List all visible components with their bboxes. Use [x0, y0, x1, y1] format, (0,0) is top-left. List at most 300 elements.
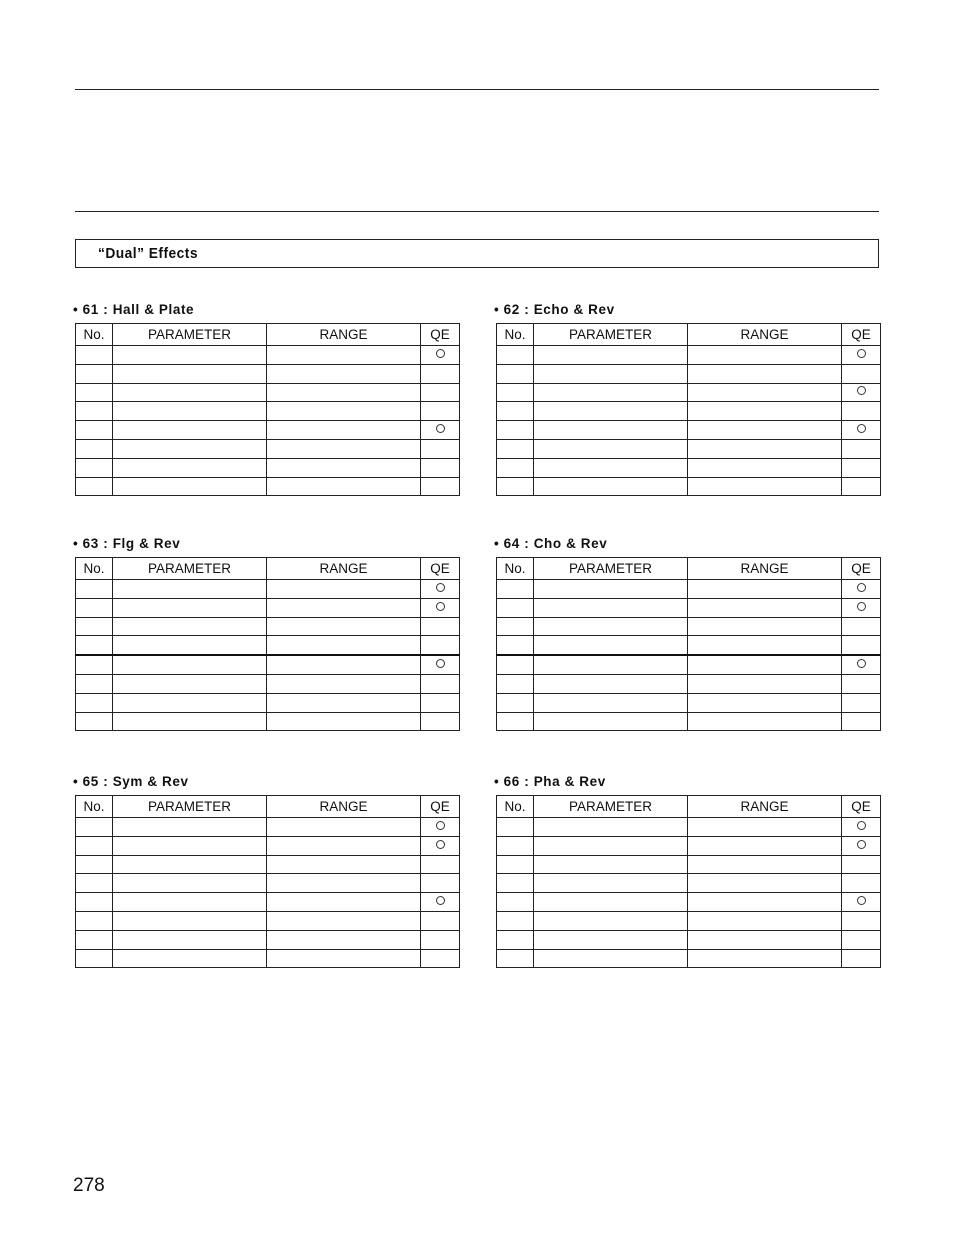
cell-no	[76, 346, 113, 365]
cell-qe	[842, 655, 881, 674]
col-header-range: RANGE	[267, 324, 421, 346]
col-header-parameter: PARAMETER	[113, 324, 267, 346]
parameter-table	[496, 795, 881, 968]
cell-no	[497, 836, 534, 855]
table-row	[497, 364, 881, 383]
cell-no	[497, 421, 534, 440]
qe-circle-icon	[857, 659, 866, 668]
cell-no	[497, 712, 534, 731]
cell-qe	[421, 930, 460, 949]
cell-range	[688, 617, 842, 636]
cell-parameter	[534, 421, 688, 440]
table-row	[497, 911, 881, 930]
cell-no	[76, 712, 113, 731]
cell-qe	[842, 364, 881, 383]
cell-qe	[842, 674, 881, 693]
table-row	[76, 874, 460, 893]
cell-range	[267, 402, 421, 421]
cell-parameter	[534, 580, 688, 599]
table-row	[76, 949, 460, 968]
qe-circle-icon	[857, 386, 866, 395]
cell-qe	[421, 346, 460, 365]
cell-range	[688, 693, 842, 712]
cell-parameter	[113, 911, 267, 930]
cell-qe	[842, 930, 881, 949]
table-row	[497, 421, 881, 440]
cell-qe	[421, 893, 460, 912]
cell-parameter	[113, 346, 267, 365]
cell-range	[688, 712, 842, 731]
cell-no	[76, 636, 113, 655]
cell-qe	[842, 855, 881, 874]
table-row	[497, 893, 881, 912]
col-header-range: RANGE	[688, 324, 842, 346]
cell-no	[497, 930, 534, 949]
effect-table-63	[75, 536, 459, 731]
section-title: “Dual” Effects	[98, 245, 199, 262]
cell-parameter	[534, 477, 688, 496]
cell-parameter	[534, 836, 688, 855]
cell-range	[688, 855, 842, 874]
qe-circle-icon	[857, 840, 866, 849]
col-header-parameter: PARAMETER	[534, 558, 688, 580]
cell-parameter	[534, 930, 688, 949]
cell-no	[76, 421, 113, 440]
table-row	[497, 477, 881, 496]
cell-qe	[421, 655, 460, 674]
qe-circle-icon	[857, 896, 866, 905]
cell-parameter	[534, 383, 688, 402]
cell-no	[76, 383, 113, 402]
cell-no	[76, 674, 113, 693]
col-header-qe: QE	[421, 324, 460, 346]
effect-table-61	[75, 302, 459, 496]
cell-parameter	[534, 402, 688, 421]
table-row	[497, 636, 881, 655]
cell-no	[76, 855, 113, 874]
parameter-table	[75, 557, 460, 731]
cell-range	[688, 655, 842, 674]
cell-qe	[421, 712, 460, 731]
cell-qe	[842, 421, 881, 440]
table-row	[76, 636, 460, 655]
table-row	[497, 617, 881, 636]
table-row	[497, 598, 881, 617]
qe-circle-icon	[857, 602, 866, 611]
table-row	[497, 693, 881, 712]
cell-qe	[842, 598, 881, 617]
cell-range	[267, 893, 421, 912]
table-row	[76, 693, 460, 712]
table-row	[76, 712, 460, 731]
cell-no	[76, 477, 113, 496]
cell-qe	[421, 402, 460, 421]
col-header-no: No.	[76, 796, 113, 818]
qe-circle-icon	[436, 349, 445, 358]
qe-circle-icon	[857, 349, 866, 358]
cell-no	[497, 655, 534, 674]
col-header-no: No.	[497, 796, 534, 818]
col-header-no: No.	[76, 324, 113, 346]
cell-range	[688, 930, 842, 949]
cell-parameter	[113, 636, 267, 655]
table-row	[497, 346, 881, 365]
cell-parameter	[113, 893, 267, 912]
qe-circle-icon	[436, 424, 445, 433]
col-header-parameter: PARAMETER	[113, 558, 267, 580]
cell-qe	[842, 458, 881, 477]
qe-circle-icon	[436, 659, 445, 668]
col-header-qe: QE	[421, 558, 460, 580]
table-row	[76, 818, 460, 837]
cell-parameter	[113, 364, 267, 383]
table-row	[497, 712, 881, 731]
cell-range	[267, 364, 421, 383]
table-row	[497, 439, 881, 458]
col-header-parameter: PARAMETER	[534, 796, 688, 818]
cell-range	[688, 346, 842, 365]
cell-range	[267, 580, 421, 599]
table-header-row	[76, 796, 460, 818]
cell-parameter	[534, 439, 688, 458]
cell-no	[497, 636, 534, 655]
cell-range	[267, 818, 421, 837]
cell-no	[497, 383, 534, 402]
cell-no	[76, 655, 113, 674]
table-header-row	[76, 324, 460, 346]
cell-no	[497, 439, 534, 458]
table-row	[76, 364, 460, 383]
cell-parameter	[113, 383, 267, 402]
table-row	[497, 930, 881, 949]
cell-qe	[421, 818, 460, 837]
cell-qe	[842, 874, 881, 893]
cell-range	[688, 402, 842, 421]
cell-no	[497, 818, 534, 837]
cell-qe	[421, 949, 460, 968]
cell-range	[688, 580, 842, 599]
table-row	[497, 836, 881, 855]
cell-range	[267, 477, 421, 496]
cell-no	[497, 911, 534, 930]
cell-no	[497, 693, 534, 712]
cell-qe	[842, 949, 881, 968]
cell-no	[497, 874, 534, 893]
col-header-range: RANGE	[267, 558, 421, 580]
table-row	[76, 477, 460, 496]
cell-qe	[421, 458, 460, 477]
cell-qe	[842, 893, 881, 912]
table-row	[76, 617, 460, 636]
cell-range	[688, 874, 842, 893]
col-header-parameter: PARAMETER	[113, 796, 267, 818]
cell-no	[76, 364, 113, 383]
table-row	[76, 421, 460, 440]
cell-parameter	[113, 598, 267, 617]
cell-qe	[421, 580, 460, 599]
cell-qe	[842, 636, 881, 655]
cell-parameter	[534, 674, 688, 693]
cell-range	[267, 346, 421, 365]
cell-qe	[421, 693, 460, 712]
cell-parameter	[534, 693, 688, 712]
col-header-no: No.	[497, 558, 534, 580]
table-row	[76, 655, 460, 674]
col-header-no: No.	[76, 558, 113, 580]
cell-parameter	[113, 439, 267, 458]
cell-parameter	[113, 477, 267, 496]
table-row	[76, 383, 460, 402]
cell-no	[497, 580, 534, 599]
cell-range	[267, 636, 421, 655]
col-header-qe: QE	[842, 796, 881, 818]
cell-parameter	[534, 364, 688, 383]
cell-no	[497, 893, 534, 912]
table-row	[497, 855, 881, 874]
cell-range	[688, 893, 842, 912]
top-rule	[75, 89, 879, 90]
cell-qe	[421, 383, 460, 402]
cell-no	[76, 818, 113, 837]
cell-qe	[421, 364, 460, 383]
cell-parameter	[113, 836, 267, 855]
table-row	[76, 598, 460, 617]
effect-table-64	[496, 536, 880, 731]
effect-title: • 62 : Echo & Rev	[494, 302, 615, 317]
cell-parameter	[113, 458, 267, 477]
cell-range	[267, 421, 421, 440]
table-row	[76, 458, 460, 477]
table-row	[497, 674, 881, 693]
parameter-table	[496, 323, 881, 496]
cell-range	[267, 598, 421, 617]
cell-parameter	[534, 712, 688, 731]
table-row	[497, 874, 881, 893]
cell-range	[688, 421, 842, 440]
cell-no	[497, 855, 534, 874]
cell-range	[688, 598, 842, 617]
parameter-table	[75, 323, 460, 496]
cell-no	[76, 693, 113, 712]
cell-no	[76, 836, 113, 855]
cell-parameter	[534, 949, 688, 968]
effect-title: • 63 : Flg & Rev	[73, 536, 181, 551]
cell-parameter	[113, 402, 267, 421]
cell-range	[688, 818, 842, 837]
col-header-qe: QE	[842, 324, 881, 346]
cell-range	[688, 636, 842, 655]
cell-parameter	[534, 617, 688, 636]
table-row	[497, 818, 881, 837]
cell-qe	[421, 617, 460, 636]
table-row	[76, 580, 460, 599]
cell-parameter	[113, 693, 267, 712]
qe-circle-icon	[436, 896, 445, 905]
cell-range	[267, 383, 421, 402]
table-header-row	[497, 558, 881, 580]
qe-circle-icon	[436, 583, 445, 592]
cell-qe	[421, 477, 460, 496]
cell-no	[76, 617, 113, 636]
cell-qe	[842, 346, 881, 365]
cell-range	[267, 874, 421, 893]
cell-qe	[842, 477, 881, 496]
cell-parameter	[113, 712, 267, 731]
cell-qe	[421, 836, 460, 855]
cell-parameter	[534, 874, 688, 893]
cell-range	[688, 364, 842, 383]
cell-qe	[421, 855, 460, 874]
qe-circle-icon	[857, 821, 866, 830]
col-header-no: No.	[497, 324, 534, 346]
cell-range	[267, 930, 421, 949]
col-header-range: RANGE	[688, 558, 842, 580]
cell-range	[267, 712, 421, 731]
cell-no	[497, 346, 534, 365]
cell-parameter	[534, 458, 688, 477]
qe-circle-icon	[436, 602, 445, 611]
cell-parameter	[113, 421, 267, 440]
cell-no	[76, 402, 113, 421]
effect-table-66	[496, 774, 880, 968]
qe-circle-icon	[857, 424, 866, 433]
cell-qe	[421, 911, 460, 930]
cell-parameter	[113, 855, 267, 874]
cell-range	[267, 836, 421, 855]
effect-table-65	[75, 774, 459, 968]
cell-parameter	[534, 655, 688, 674]
table-row	[497, 458, 881, 477]
cell-range	[688, 383, 842, 402]
cell-no	[76, 911, 113, 930]
table-header-row	[497, 324, 881, 346]
cell-range	[267, 693, 421, 712]
cell-no	[76, 580, 113, 599]
col-header-range: RANGE	[688, 796, 842, 818]
cell-qe	[421, 874, 460, 893]
cell-no	[497, 598, 534, 617]
cell-qe	[842, 439, 881, 458]
cell-no	[76, 949, 113, 968]
cell-no	[497, 402, 534, 421]
cell-range	[267, 949, 421, 968]
cell-qe	[842, 818, 881, 837]
parameter-table	[496, 557, 881, 731]
cell-range	[688, 949, 842, 968]
cell-parameter	[113, 874, 267, 893]
cell-qe	[842, 836, 881, 855]
table-row	[76, 930, 460, 949]
cell-range	[267, 439, 421, 458]
effect-title: • 65 : Sym & Rev	[73, 774, 189, 789]
cell-range	[688, 674, 842, 693]
table-row	[76, 674, 460, 693]
col-header-parameter: PARAMETER	[534, 324, 688, 346]
cell-qe	[842, 911, 881, 930]
cell-parameter	[534, 893, 688, 912]
qe-circle-icon	[857, 583, 866, 592]
table-row	[497, 402, 881, 421]
cell-qe	[421, 421, 460, 440]
cell-range	[267, 674, 421, 693]
cell-parameter	[534, 911, 688, 930]
page-number: 278	[73, 1175, 105, 1196]
cell-no	[497, 674, 534, 693]
cell-no	[497, 949, 534, 968]
cell-no	[76, 874, 113, 893]
header-rule	[75, 211, 879, 212]
cell-range	[688, 439, 842, 458]
cell-no	[497, 364, 534, 383]
cell-no	[497, 617, 534, 636]
cell-parameter	[113, 617, 267, 636]
table-row	[76, 893, 460, 912]
cell-range	[688, 458, 842, 477]
cell-no	[76, 439, 113, 458]
cell-qe	[421, 636, 460, 655]
col-header-qe: QE	[842, 558, 881, 580]
cell-no	[497, 458, 534, 477]
table-row	[76, 911, 460, 930]
cell-no	[76, 458, 113, 477]
qe-circle-icon	[436, 840, 445, 849]
cell-range	[267, 458, 421, 477]
table-row	[76, 439, 460, 458]
cell-parameter	[113, 655, 267, 674]
cell-range	[688, 477, 842, 496]
cell-range	[267, 617, 421, 636]
cell-qe	[842, 712, 881, 731]
cell-range	[267, 655, 421, 674]
cell-parameter	[113, 930, 267, 949]
cell-no	[76, 930, 113, 949]
cell-range	[267, 911, 421, 930]
cell-parameter	[534, 855, 688, 874]
cell-qe	[421, 598, 460, 617]
cell-range	[688, 836, 842, 855]
effect-table-62	[496, 302, 880, 496]
cell-parameter	[534, 818, 688, 837]
table-row	[76, 346, 460, 365]
parameter-table	[75, 795, 460, 968]
cell-no	[497, 477, 534, 496]
cell-qe	[842, 383, 881, 402]
cell-parameter	[534, 598, 688, 617]
cell-parameter	[113, 949, 267, 968]
cell-qe	[421, 439, 460, 458]
col-header-range: RANGE	[267, 796, 421, 818]
cell-qe	[842, 402, 881, 421]
effect-title: • 61 : Hall & Plate	[73, 302, 195, 317]
qe-circle-icon	[436, 821, 445, 830]
table-row	[497, 949, 881, 968]
cell-range	[688, 911, 842, 930]
cell-qe	[842, 693, 881, 712]
cell-parameter	[534, 636, 688, 655]
cell-qe	[842, 580, 881, 599]
table-row	[497, 655, 881, 674]
cell-qe	[421, 674, 460, 693]
cell-parameter	[113, 674, 267, 693]
effect-title: • 64 : Cho & Rev	[494, 536, 608, 551]
table-row	[76, 855, 460, 874]
cell-parameter	[113, 818, 267, 837]
table-row	[497, 580, 881, 599]
table-row	[76, 402, 460, 421]
table-row	[497, 383, 881, 402]
cell-no	[76, 598, 113, 617]
table-header-row	[76, 558, 460, 580]
